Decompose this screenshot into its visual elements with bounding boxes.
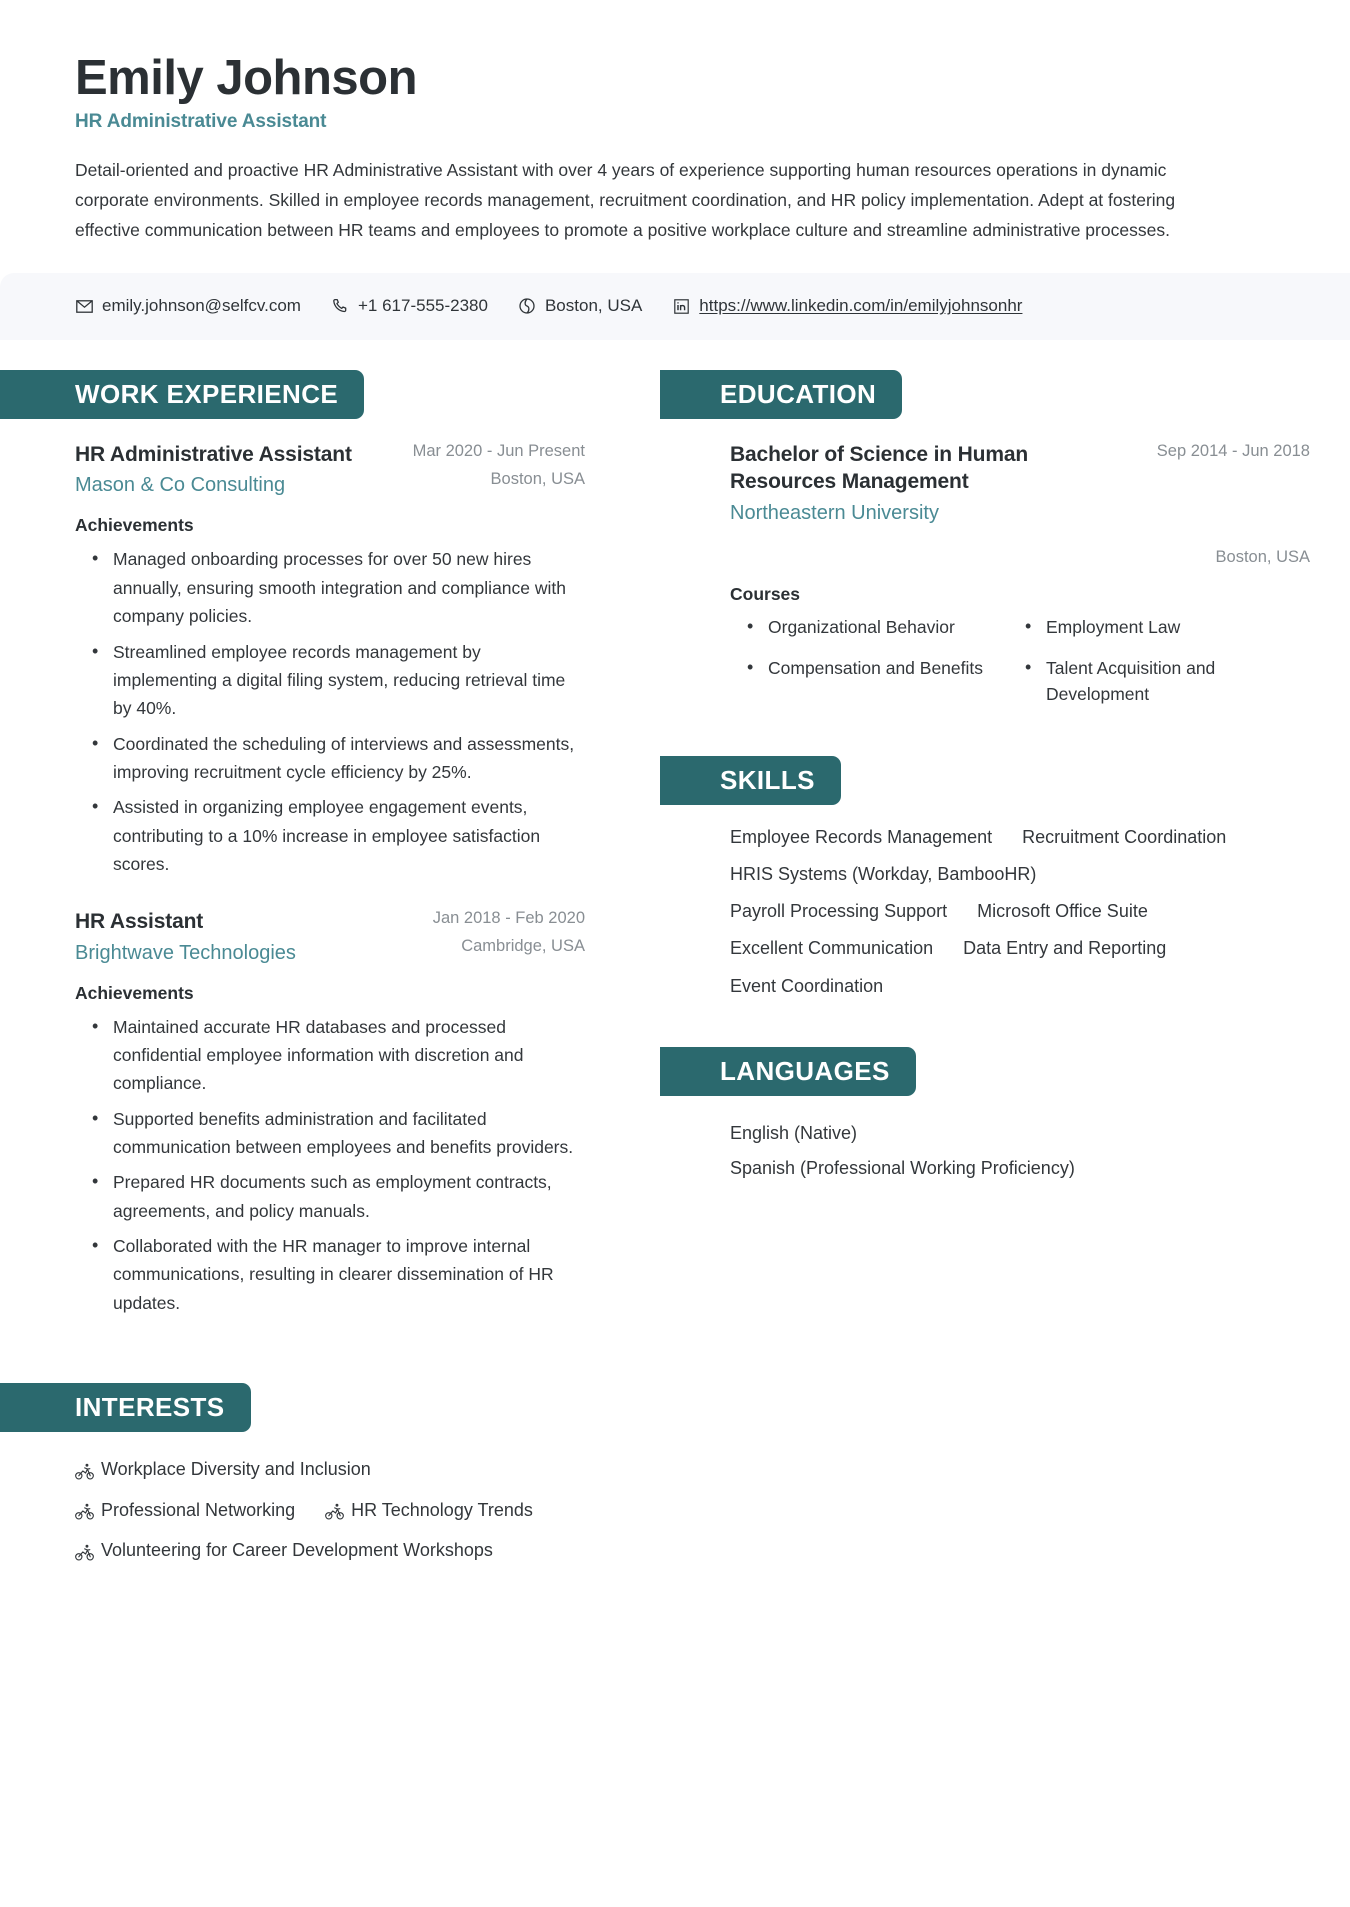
skill-item: Excellent Communication bbox=[730, 938, 934, 959]
achievement-item: • Supported benefits administration and facilitated communication between employees and benefits providers. bbox=[109, 1105, 585, 1162]
professional-summary: Detail-oriented and proactive HR Administrative Assistant with over 4 years of experience supporting human resources operations in dynamic corporate environments. Skilled in employee records management, recruitment coordination, and HR policy implementation. Adept at fostering effective communication between HR teams and employees to promote a positive workplace culture and streamline administrative processes. bbox=[75, 159, 1176, 241]
achievements-list bbox=[75, 545, 585, 878]
work-experience-list bbox=[0, 441, 660, 1317]
skill-item: Employee Records Management bbox=[730, 826, 993, 847]
work-entry-company: Brightwave Technologies bbox=[75, 941, 296, 964]
skill-item: Event Coordination bbox=[730, 975, 884, 996]
work-entry-location: Cambridge, USA bbox=[461, 936, 585, 955]
achievements-label: Achievements bbox=[75, 515, 194, 536]
skill-item: Microsoft Office Suite bbox=[977, 901, 1148, 922]
achievements-list bbox=[75, 1013, 585, 1317]
work-entry-location: Boston, USA bbox=[490, 469, 585, 488]
skill-item: Recruitment Coordination bbox=[1022, 826, 1227, 847]
languages-body bbox=[660, 1116, 1350, 1186]
course-item: • Employment Law bbox=[1042, 614, 1310, 641]
interest-label: Volunteering for Career Development Workshops bbox=[101, 1540, 493, 1561]
job-title: HR Administrative Assistant bbox=[75, 110, 327, 132]
contact-location bbox=[518, 296, 642, 316]
bicycle-icon bbox=[75, 1541, 94, 1560]
linkedin-icon bbox=[672, 297, 690, 315]
bicycle-icon bbox=[325, 1500, 344, 1519]
skill-item: HRIS Systems (Workday, BambooHR) bbox=[730, 864, 1037, 885]
achievement-item: • Maintained accurate HR databases and processed confidential employee information with discretion and compliance. bbox=[109, 1013, 585, 1098]
section-work-experience bbox=[0, 370, 660, 1317]
interest-item bbox=[325, 1495, 533, 1526]
resume-body bbox=[0, 370, 1350, 1566]
contact-linkedin[interactable] bbox=[672, 296, 1022, 316]
phone-icon bbox=[331, 297, 349, 315]
work-entry bbox=[75, 441, 585, 878]
envelope-icon bbox=[75, 297, 93, 315]
location-pin-icon bbox=[518, 297, 536, 315]
contact-bar bbox=[0, 273, 1350, 340]
bicycle-icon bbox=[75, 1500, 94, 1519]
education-list bbox=[660, 441, 1350, 708]
page-title: Emily Johnson bbox=[75, 51, 418, 105]
achievement-item: • Collaborated with the HR manager to improve internal communications, resulting in clearer dissemination of HR updates. bbox=[109, 1232, 585, 1317]
skill-item: Payroll Processing Support bbox=[730, 901, 948, 922]
work-entry-title: HR Assistant bbox=[75, 910, 204, 934]
skills-list bbox=[730, 825, 1250, 999]
section-skills bbox=[660, 756, 1350, 999]
interest-item bbox=[75, 1454, 371, 1485]
interests-body bbox=[0, 1454, 660, 1566]
work-entry-title: HR Administrative Assistant bbox=[75, 443, 352, 467]
education-location: Boston, USA bbox=[1215, 547, 1310, 566]
achievement-item: • Managed onboarding processes for over 50 new hires annually, ensuring smooth integration and compliance with company policies. bbox=[109, 545, 585, 630]
section-title-languages: LANGUAGES bbox=[660, 1047, 916, 1096]
courses-list bbox=[730, 614, 1310, 708]
section-languages bbox=[660, 1047, 1350, 1186]
interest-item bbox=[75, 1495, 295, 1526]
contact-location-text: Boston, USA bbox=[544, 296, 643, 316]
contact-email[interactable] bbox=[75, 296, 301, 316]
section-interests bbox=[0, 1383, 660, 1566]
course-item: • Talent Acquisition and Development bbox=[1042, 655, 1310, 708]
work-entry bbox=[75, 908, 585, 1317]
interests-list bbox=[75, 1454, 585, 1566]
language-item: Spanish (Professional Working Proficiency) bbox=[730, 1157, 1075, 1178]
course-item: • Organizational Behavior bbox=[764, 614, 1032, 641]
section-title-work-experience: WORK EXPERIENCE bbox=[0, 370, 364, 419]
work-entry-date: Jan 2018 - Feb 2020 bbox=[432, 909, 585, 928]
bicycle-icon bbox=[75, 1460, 94, 1479]
work-entry-date: Mar 2020 - Jun Present bbox=[412, 442, 585, 461]
achievement-item: • Streamlined employee records management by implementing a digital filing system, reducing retrieval time by 40%. bbox=[109, 638, 585, 723]
section-title-interests: INTERESTS bbox=[0, 1383, 251, 1432]
achievement-item: • Coordinated the scheduling of interviews and assessments, improving recruitment cycle efficiency by 25%. bbox=[109, 730, 585, 787]
achievement-item: • Assisted in organizing employee engagement events, contributing to a 10% increase in employee satisfaction scores. bbox=[109, 793, 585, 878]
section-title-skills: SKILLS bbox=[660, 756, 841, 805]
education-date: Sep 2014 - Jun 2018 bbox=[1156, 442, 1310, 461]
skill-item: Data Entry and Reporting bbox=[963, 938, 1167, 959]
work-entry-company: Mason & Co Consulting bbox=[75, 474, 286, 497]
courses-label: Courses bbox=[730, 584, 801, 605]
interest-label: Professional Networking bbox=[101, 1499, 296, 1520]
right-column bbox=[660, 370, 1350, 1186]
skills-body bbox=[660, 825, 1350, 999]
section-title-education: EDUCATION bbox=[660, 370, 902, 419]
education-school: Northeastern University bbox=[730, 501, 939, 524]
contact-linkedin-text[interactable]: https://www.linkedin.com/in/emilyjohnsonhr bbox=[699, 296, 1023, 316]
achievement-item: • Prepared HR documents such as employment contracts, agreements, and policy manuals. bbox=[109, 1168, 585, 1225]
resume-header bbox=[0, 0, 1350, 245]
interest-label: HR Technology Trends bbox=[351, 1499, 533, 1520]
interest-label: Workplace Diversity and Inclusion bbox=[101, 1459, 371, 1479]
section-education bbox=[660, 370, 1350, 708]
language-item: English (Native) bbox=[730, 1122, 858, 1143]
contact-phone[interactable] bbox=[331, 296, 488, 316]
languages-list bbox=[730, 1116, 1310, 1186]
contact-phone-text: +1 617-555-2380 bbox=[357, 296, 488, 316]
contact-email-text: emily.johnson@selfcv.com bbox=[102, 296, 301, 316]
education-degree: Bachelor of Science in Human Resources Management bbox=[730, 443, 1029, 494]
interest-item bbox=[75, 1535, 493, 1566]
course-item: • Compensation and Benefits bbox=[764, 655, 1032, 708]
achievements-label: Achievements bbox=[75, 982, 194, 1003]
left-column bbox=[0, 370, 660, 1566]
education-entry bbox=[730, 441, 1310, 708]
